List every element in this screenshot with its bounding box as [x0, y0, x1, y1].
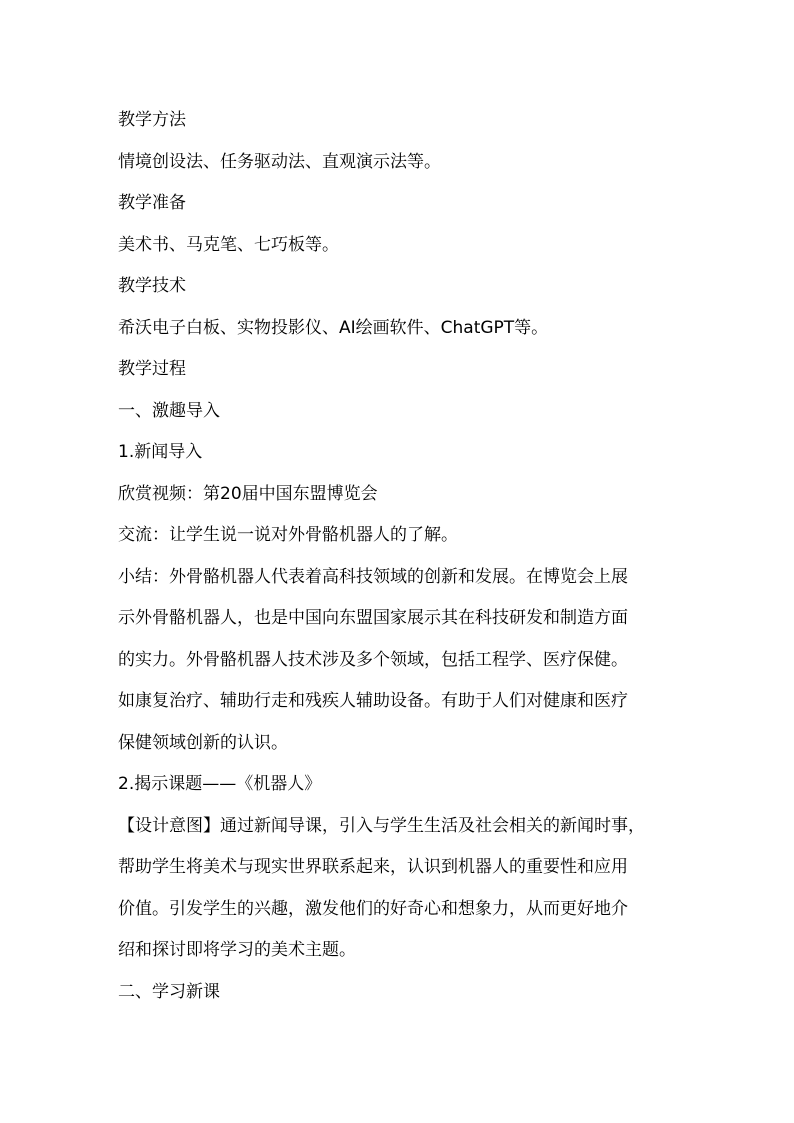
- paragraph-design-intent-line-3: 价值。引发学生的兴趣，激发他们的好奇心和想象力，从而更好地介: [118, 898, 628, 919]
- subheading-introduction: 一、激趣导入: [118, 400, 220, 421]
- section-heading-teaching-technology: 教学技术: [118, 276, 186, 296]
- subheading-news-intro: 1.新闻导入: [118, 442, 203, 462]
- section-heading-teaching-preparation: 教学准备: [118, 193, 186, 213]
- paragraph-design-intent-line-2: 帮助学生将美术与现实世界联系起来，认识到机器人的重要性和应用: [118, 857, 628, 877]
- subheading-reveal-topic: 2.揭示课题——《机器人》: [118, 774, 322, 794]
- paragraph-summary-line-3: 的实力。外骨骼机器人技术涉及多个领域，包括工程学、医疗保健。: [118, 649, 628, 670]
- section-heading-teaching-process: 教学过程: [118, 359, 186, 379]
- paragraph-discussion: 交流：让学生说一说对外骨骼机器人的了解。: [118, 525, 458, 545]
- paragraph-summary-line-1: 小结：外骨骼机器人代表着高科技领域的创新和发展。在博览会上展: [118, 566, 628, 587]
- paragraph-design-intent-line-4: 绍和探讨即将学习的美术主题。: [118, 940, 356, 960]
- document-body: [118, 100, 688, 1013]
- paragraph-watch-video: 欣赏视频：第20届中国东盟博览会: [118, 483, 378, 504]
- paragraph-teaching-technology: 希沃电子白板、实物投影仪、AI绘画软件、ChatGPT等。: [118, 317, 549, 338]
- section-heading-teaching-methods: 教学方法: [118, 110, 186, 130]
- paragraph-summary-line-5: 保健领域创新的认识。: [118, 732, 288, 753]
- paragraph-summary-line-2: 示外骨骼机器人，也是中国向东盟国家展示其在科技研发和制造方面: [118, 608, 628, 628]
- paragraph-teaching-preparation: 美术书、马克笔、七巧板等。: [118, 234, 339, 255]
- paragraph-summary-line-4: 如康复治疗、辅助行走和残疾人辅助设备。有助于人们对健康和医疗: [118, 691, 628, 711]
- paragraph-design-intent-line-1: 【设计意图】通过新闻导课，引入与学生生活及社会相关的新闻时事，: [118, 815, 645, 836]
- subheading-learn-new-lesson: 二、学习新课: [118, 981, 220, 1002]
- paragraph-teaching-methods: 情境创设法、任务驱动法、直观演示法等。: [118, 151, 441, 172]
